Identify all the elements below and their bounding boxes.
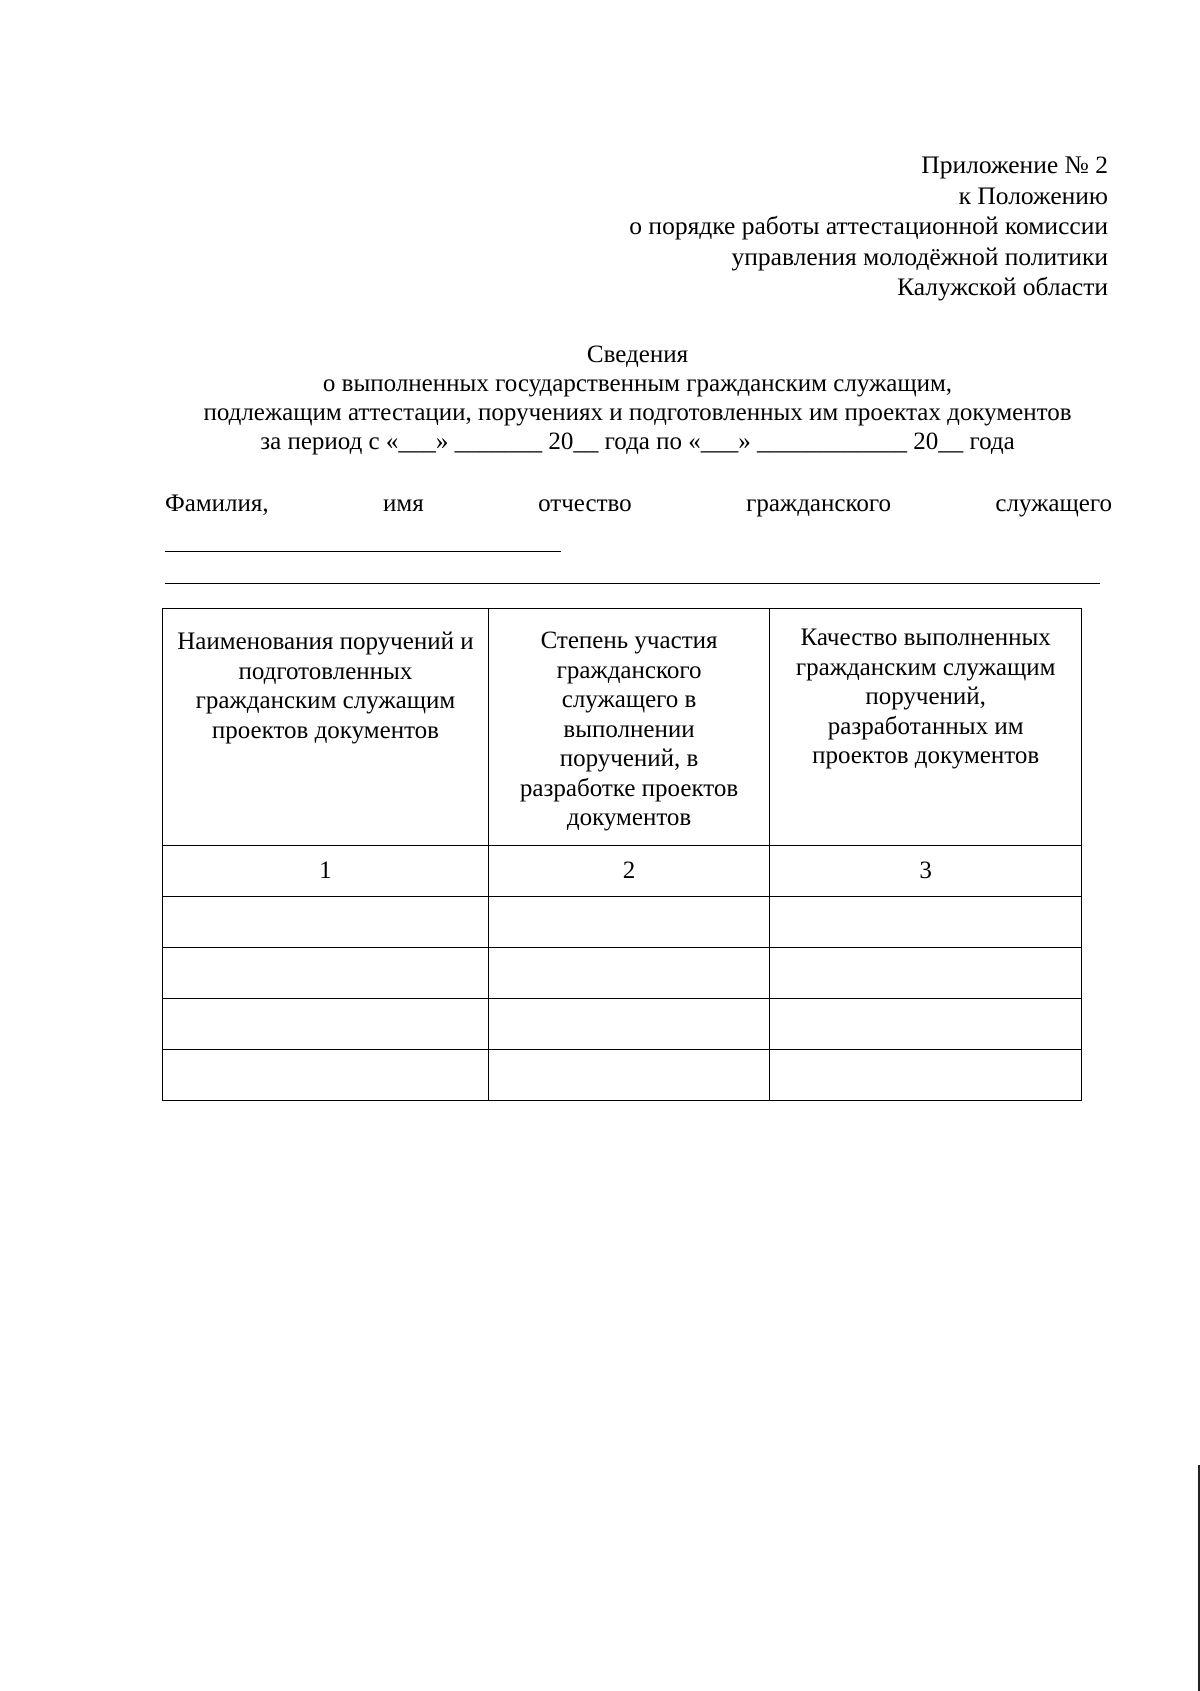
full-name-label-row	[165, 490, 1112, 518]
table-cell[interactable]	[488, 948, 769, 999]
period-line: за период с «___» _______ 20__ года по «___» ____________ 20__ года	[260, 428, 1015, 455]
table-row	[163, 1050, 1082, 1101]
fio-word: Фамилия,	[165, 490, 269, 517]
column-header-participation: Степень участия гражданского служащего в выполнении поручений, в разработке проектов документов	[488, 609, 769, 846]
document-heading	[0, 340, 1200, 456]
full-name-fill-line[interactable]	[165, 551, 561, 552]
table-header-row	[163, 609, 1082, 846]
table-cell[interactable]	[488, 999, 769, 1050]
table-cell[interactable]	[163, 948, 489, 999]
table-cell[interactable]	[163, 999, 489, 1050]
appendix-line: Калужской области	[897, 272, 1108, 301]
table-cell[interactable]	[488, 1050, 769, 1101]
appendix-line: к Положению	[958, 180, 1108, 210]
table-cell[interactable]	[770, 1050, 1082, 1101]
assignments-table	[162, 608, 1082, 1101]
fio-word: отчество	[538, 490, 632, 517]
fio-word: служащего	[995, 490, 1112, 517]
appendix-line: управления молодёжной политики	[731, 241, 1108, 271]
appendix-line: о порядке работы аттестационной комиссии	[629, 211, 1108, 240]
table-row	[163, 897, 1082, 948]
table-row	[163, 999, 1082, 1050]
table-cell[interactable]	[770, 948, 1082, 999]
table-row	[163, 948, 1082, 999]
table-cell[interactable]	[770, 999, 1082, 1050]
table-cell[interactable]	[163, 1050, 489, 1101]
appendix-line: Приложение № 2	[921, 150, 1108, 179]
column-header-assignments: Наименования поручений и подготовленных гражданским служащим проектов документов	[163, 609, 489, 846]
table-cell[interactable]	[163, 897, 489, 948]
table-cell[interactable]	[770, 897, 1082, 948]
fio-word: имя	[383, 490, 424, 517]
table-cell[interactable]	[488, 897, 769, 948]
document-title: Сведения	[586, 341, 689, 368]
column-number: 3	[770, 846, 1082, 897]
appendix-reference	[629, 150, 1108, 303]
heading-line: о выполненных государственным гражданским служащим,	[322, 370, 953, 397]
column-number: 2	[488, 846, 769, 897]
heading-line: подлежащим аттестации, поручениях и подготовленных им проектах документов	[203, 399, 1072, 426]
fio-word: гражданского	[746, 490, 891, 517]
column-header-quality: Качество выполненных гражданским служащим поручений, разработанных им проектов документов	[770, 609, 1082, 846]
full-name-fill-line[interactable]	[165, 583, 1100, 584]
column-number-row	[163, 846, 1082, 897]
column-number: 1	[163, 846, 489, 897]
